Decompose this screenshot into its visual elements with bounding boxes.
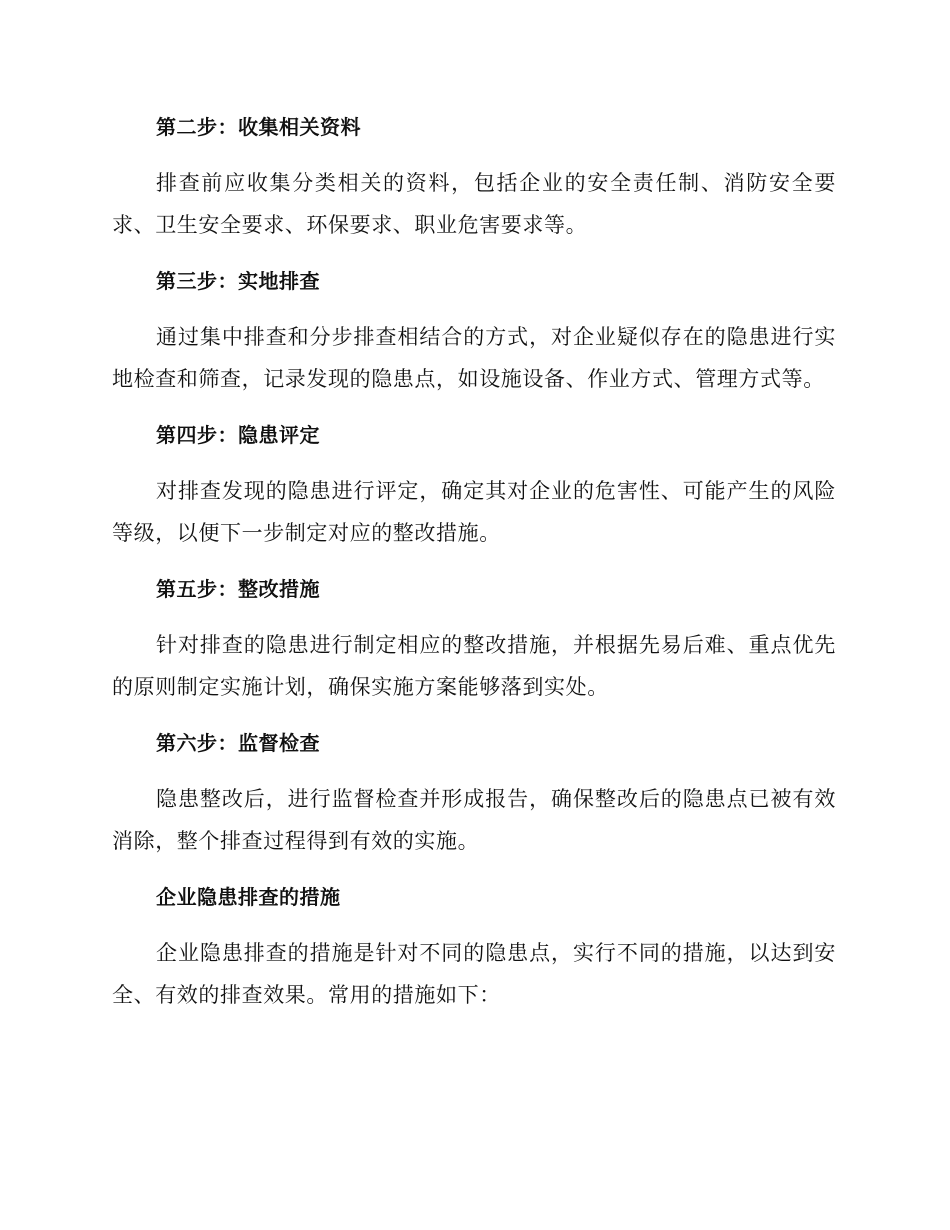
section-heading-step-2: 第二步：收集相关资料 — [156, 115, 361, 139]
section-heading-step-3: 第三步：实地排查 — [156, 269, 320, 293]
section-body-step-5: 针对排查的隐患进行制定相应的整改措施，并根据先易后难、重点优先的原则制定实施计划，确保实施方案能够落到实处。 — [112, 633, 836, 699]
section-body-step-2: 排查前应收集分类相关的资料，包括企业的安全责任制、消防安全要求、卫生安全要求、环保要求、职业危害要求等。 — [112, 171, 836, 237]
section-heading-step-4: 第四步：隐患评定 — [156, 423, 320, 447]
section-heading-measures: 企业隐患排查的措施 — [156, 885, 341, 909]
section-body-measures: 企业隐患排查的措施是针对不同的隐患点，实行不同的措施，以达到安全、有效的排查效果。常用的措施如下： — [112, 941, 836, 1007]
section-body-step-6: 隐患整改后，进行监督检查并形成报告，确保整改后的隐患点已被有效消除，整个排查过程得到有效的实施。 — [112, 787, 836, 853]
document-content — [112, 110, 836, 1034]
section-body-step-3: 通过集中排查和分步排查相结合的方式，对企业疑似存在的隐患进行实地检查和筛查，记录发现的隐患点，如设施设备、作业方式、管理方式等。 — [112, 325, 836, 391]
section-heading-step-6: 第六步：监督检查 — [156, 731, 320, 755]
section-heading-step-5: 第五步：整改措施 — [156, 577, 320, 601]
section-body-step-4: 对排查发现的隐患进行评定，确定其对企业的危害性、可能产生的风险等级，以便下一步制定对应的整改措施。 — [112, 479, 836, 545]
